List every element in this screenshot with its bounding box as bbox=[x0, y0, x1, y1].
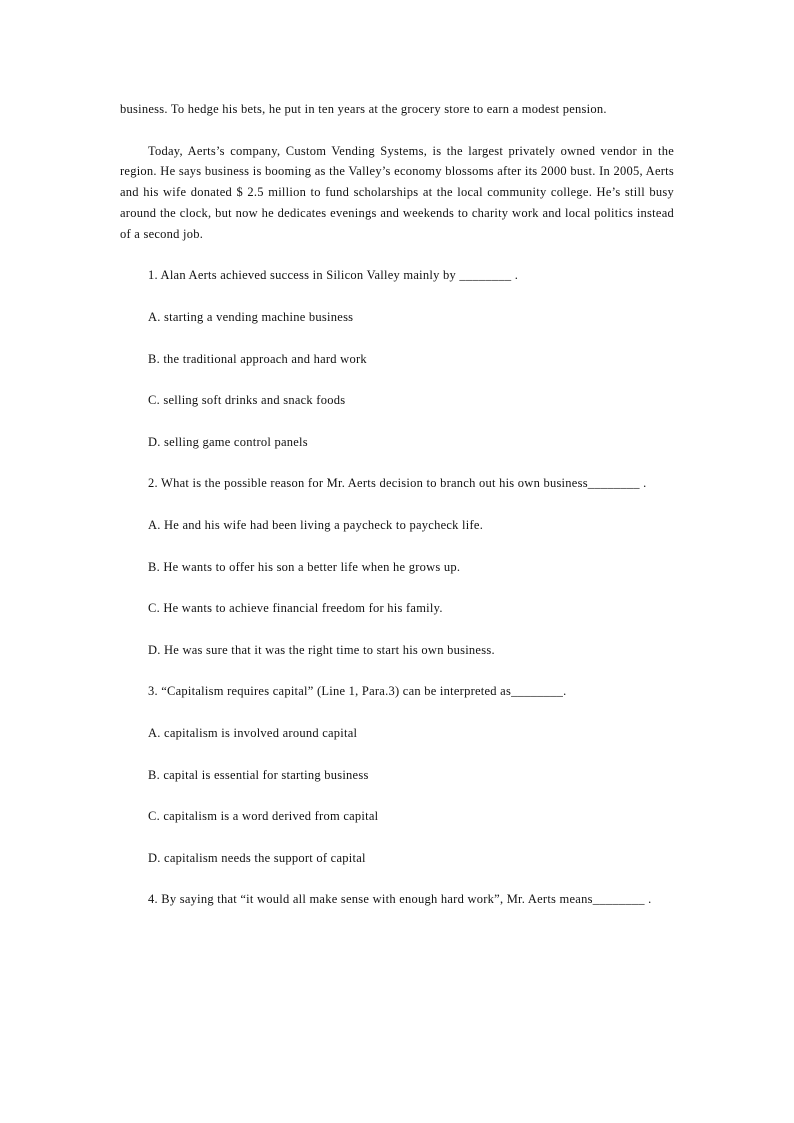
question-3-option-a: A. capitalism is involved around capital bbox=[148, 725, 358, 740]
question-2-option-b: B. He wants to offer his son a better life when he grows up. bbox=[148, 559, 461, 574]
question-1-option-b: B. the traditional approach and hard work bbox=[148, 351, 367, 366]
question-1-option-c: C. selling soft drinks and snack foods bbox=[148, 393, 346, 408]
question-2-stem: 2. What is the possible reason for Mr. Aerts decision to branch out his own business________ . bbox=[148, 476, 647, 491]
question-3-option-c: C. capitalism is a word derived from capital bbox=[148, 809, 379, 824]
question-3-option-d: D. capitalism needs the support of capital bbox=[148, 850, 366, 865]
question-2-option-c: C. He wants to achieve financial freedom for his family. bbox=[148, 601, 443, 616]
question-1-option-a: A. starting a vending machine business bbox=[148, 309, 354, 324]
document-page bbox=[120, 99, 674, 910]
question-2-option-d: D. He was sure that it was the right time to start his own business. bbox=[148, 642, 495, 657]
question-1-option-d: D. selling game control panels bbox=[148, 434, 308, 449]
passage-paragraph-last: Today, Aerts’s company, Custom Vending Systems, is the largest privately owned vendor in the region. He says business is booming as the Valley’s economy blossoms after its 2000 bust. In 2005, Aerts and his wife donated $ 2.5 million to fund scholarships at the local community college. He’s still busy around the clock, but now he dedicates evenings and weekends to charity work and local politics instead of a second job. bbox=[120, 143, 674, 241]
question-3-option-b: B. capital is essential for starting business bbox=[148, 767, 369, 782]
question-2-option-a: A. He and his wife had been living a paycheck to paycheck life. bbox=[148, 517, 484, 532]
question-3-stem: 3. “Capitalism requires capital” (Line 1, Para.3) can be interpreted as________. bbox=[148, 684, 567, 699]
question-4-stem: 4. By saying that “it would all make sense with enough hard work”, Mr. Aerts means________ . bbox=[148, 892, 652, 907]
question-1-stem: 1. Alan Aerts achieved success in Silicon Valley mainly by ________ . bbox=[148, 268, 519, 283]
passage-paragraph-end: business. To hedge his bets, he put in ten years at the grocery store to earn a modest pension. bbox=[120, 102, 607, 116]
